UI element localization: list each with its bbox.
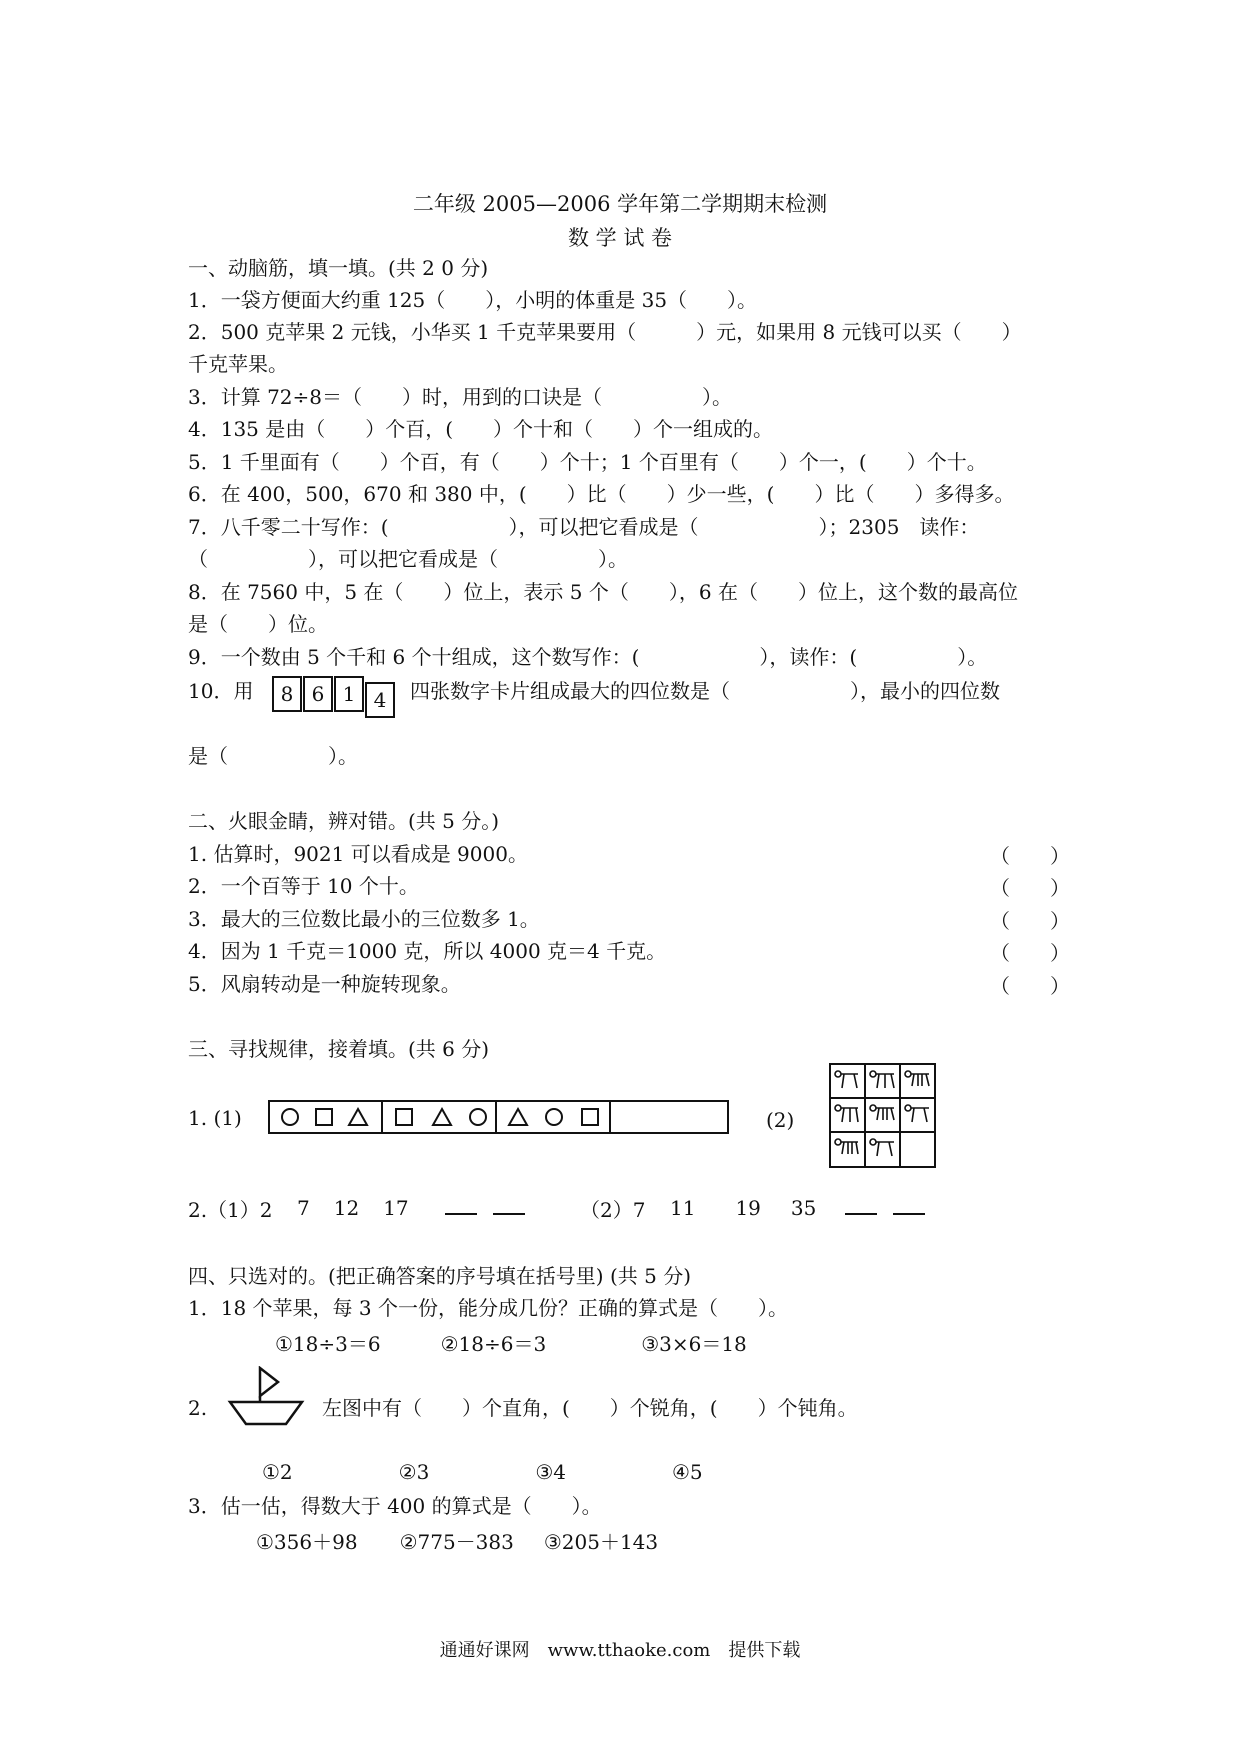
seq-number: 35	[790, 1196, 817, 1220]
option: ④5	[671, 1460, 703, 1484]
s4-q1-options	[275, 1328, 747, 1357]
answer-paren: （ ）	[990, 844, 1070, 868]
s4-q2-options	[262, 1460, 703, 1484]
exam-title: 二年级 2005—2006 学年第二学期期末检测	[412, 192, 828, 216]
answer-paren: （ ）	[990, 876, 1070, 900]
shape-pattern-strip	[268, 1100, 730, 1134]
s2-item-5: 5．风扇转动是一种旋转现象。	[188, 972, 461, 996]
s4-q3-options	[256, 1526, 658, 1555]
s1-q6: 6．在 400，500，670 和 380 中，( ）比（ ）少一些，( ）比（ ）多得多。	[188, 482, 1015, 506]
option: ②3	[398, 1460, 430, 1484]
exam-subtitle: 数 学 试 卷	[567, 226, 673, 250]
option: ③3×6＝18	[641, 1332, 747, 1356]
option: ①356＋98	[256, 1530, 358, 1554]
s1-q1: 1．一袋方便面大约重 125（ ），小明的体重是 35（ ）。	[188, 288, 758, 312]
option: ①2	[262, 1460, 293, 1484]
s1-q2b: 千克苹果。	[188, 352, 288, 376]
digit-card: 8	[272, 676, 302, 712]
s4-q2-text: 左图中有（ ）个直角，( ）个锐角，( ）个钝角。	[322, 1396, 858, 1420]
seq-number: 7	[297, 1196, 310, 1220]
answer-blank[interactable]	[445, 1199, 477, 1215]
seq-number: 11	[670, 1196, 696, 1220]
s3-q1-2-label: (2)	[766, 1108, 795, 1132]
answer-paren: （ ）	[990, 941, 1070, 965]
s1-q8a: 8．在 7560 中，5 在（ ）位上，表示 5 个（ ），6 在（ ）位上，这个数的最高位	[188, 580, 1018, 604]
section2-heading: 二、火眼金睛，辨对错。(共 5 分。)	[188, 809, 500, 833]
s1-q5: 5．1 千里面有（ ）个百，有（ ）个十；1 个百里有（ ）个一，( ）个十。	[188, 450, 987, 474]
digit-card: 4	[365, 682, 395, 718]
seq-number: 19	[735, 1196, 761, 1220]
s3-q2-2-label: （2）7	[580, 1198, 646, 1222]
boat-figure	[226, 1366, 306, 1428]
digit-card: 6	[303, 676, 333, 712]
s2-item-2: 2．一个百等于 10 个十。	[188, 874, 419, 898]
section1-heading: 一、动脑筋，填一填。(共 2 0 分)	[188, 256, 489, 280]
option: ③205＋143	[543, 1530, 659, 1554]
seq-number: 12	[333, 1196, 360, 1220]
s1-q10-suffix: 四张数字卡片组成最大的四位数是（ ），最小的四位数	[410, 679, 1000, 703]
seq-number: 17	[383, 1196, 409, 1220]
section3-heading: 三、寻找规律，接着填。(共 6 分)	[188, 1037, 490, 1061]
s4-q2-label: 2.	[188, 1396, 208, 1420]
s1-q7a: 7．八千零二十写作：( ），可以把它看成是（ ）；2305 读作：	[188, 515, 980, 539]
option: ①18÷3＝6	[275, 1332, 381, 1356]
answer-blank[interactable]	[893, 1199, 925, 1215]
s2-item-3: 3．最大的三位数比最小的三位数多 1。	[188, 907, 540, 931]
s3-q2-label: 2.（1）2	[188, 1198, 273, 1222]
answer-blank[interactable]	[845, 1199, 877, 1215]
s1-q10-prefix: 10．用	[188, 679, 254, 703]
s1-q3: 3．计算 72÷8＝（ ）时，用到的口诀是（ ）。	[188, 385, 733, 409]
s4-q1: 1．18 个苹果，每 3 个一份，能分成几份？正确的算式是（ ）。	[188, 1296, 788, 1320]
s3-seq2	[670, 1196, 933, 1220]
answer-paren: （ ）	[990, 909, 1070, 933]
s1-q10b: 是（ ）。	[188, 744, 358, 768]
answer-paren: （ ）	[990, 974, 1070, 998]
s1-q2a: 2．500 克苹果 2 元钱，小华买 1 千克苹果要用（ ）元，如果用 8 元钱可以买（ ）	[188, 320, 1022, 344]
footer-credit: 通通好课网 www.tthaoke.com 提供下载	[439, 1640, 801, 1661]
digit-cards	[272, 676, 396, 712]
s1-q7b: （ ），可以把它看成是（ ）。	[188, 547, 628, 571]
s3-q1-label: 1. (1)	[188, 1106, 242, 1130]
s2-item-4: 4．因为 1 千克＝1000 克，所以 4000 克＝4 千克。	[188, 939, 667, 963]
s1-q4: 4．135 是由（ ）个百，( ）个十和（ ）个一组成的。	[188, 417, 774, 441]
answer-blank[interactable]	[493, 1199, 525, 1215]
section4-heading: 四、只选对的。(把正确答案的序号填在括号里) (共 5 分)	[188, 1264, 692, 1288]
glyph-grid	[828, 1062, 938, 1170]
option: ③4	[535, 1460, 566, 1484]
s1-q8b: 是（ ）位。	[188, 612, 328, 636]
s4-q3: 3．估一估，得数大于 400 的算式是（ ）。	[188, 1494, 602, 1518]
s1-q9: 9．一个数由 5 个千和 6 个十组成，这个数写作：( ），读作：( ）。	[188, 645, 988, 669]
option: ②18÷6＝3	[440, 1332, 547, 1356]
s3-seq1	[297, 1196, 533, 1220]
option: ②775－383	[399, 1530, 514, 1554]
digit-card: 1	[334, 676, 364, 712]
s2-item-1: 1. 估算时，9021 可以看成是 9000。	[188, 842, 528, 866]
